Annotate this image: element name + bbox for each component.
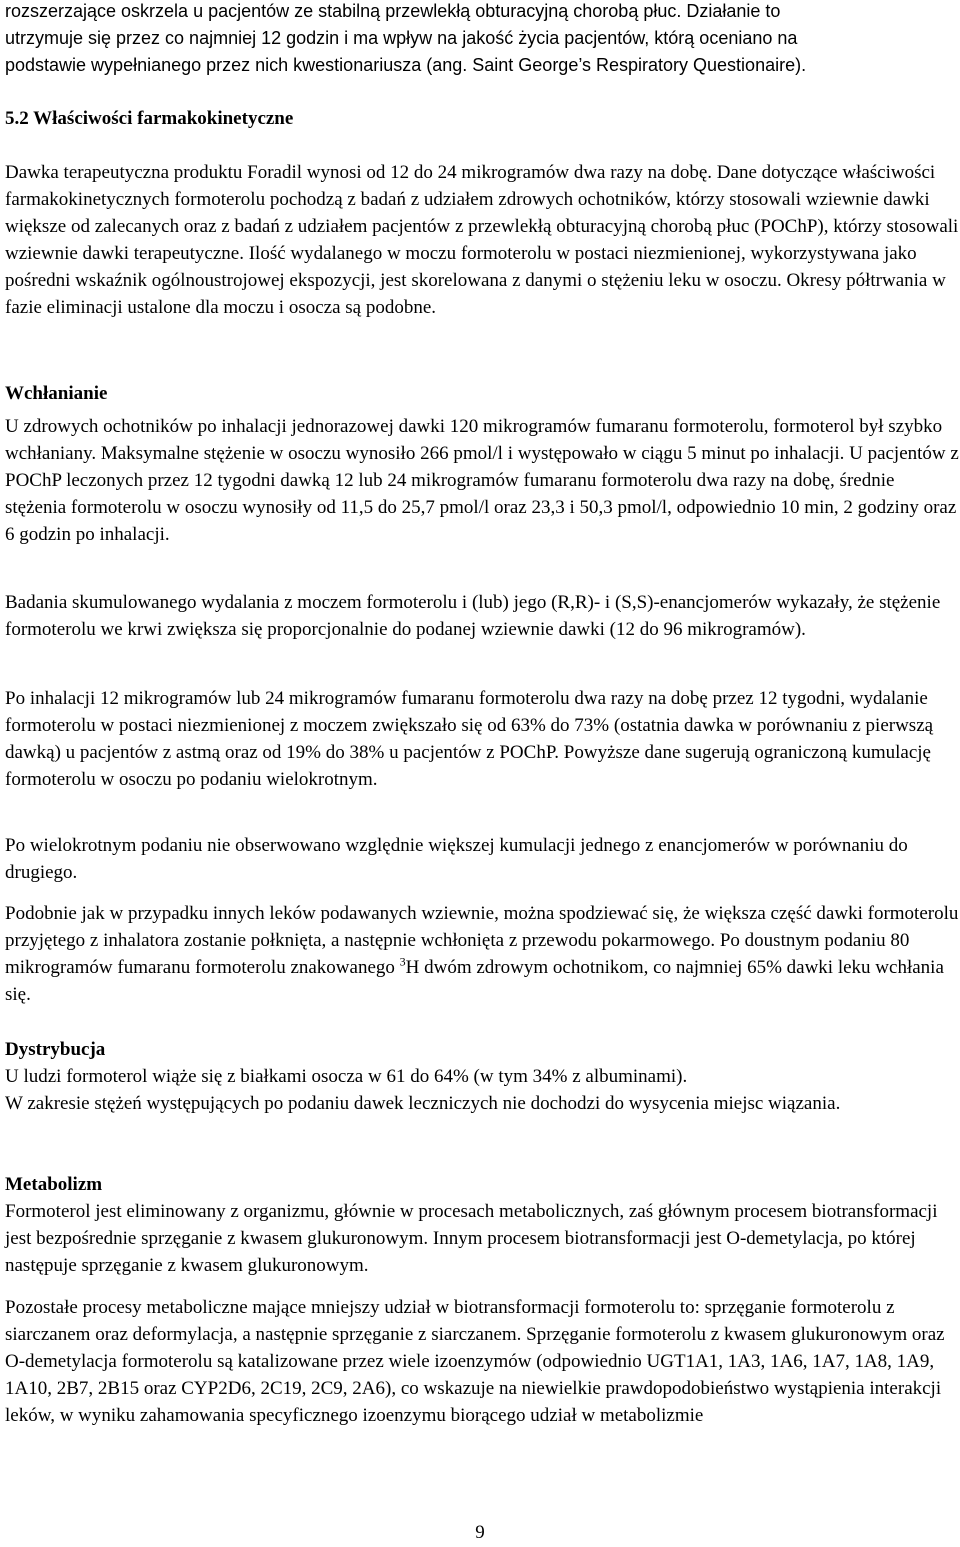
pharmacokinetics-paragraph: Dawka terapeutyczna produktu Foradil wynosi od 12 do 24 mikrogramów dwa razy na dobę. Dane dotyczące właściwości farmakokinetycznych formoterolu pochodzą z badań z udziałem zdrowych ochotników, którzy stosowali wziewnie dawki większe od zalecanych oraz z badań z udziałem pacjentów z przewlekłą obturacyjną chorobą płuc (POChP), którzy stosowali wziewnie dawki terapeutyczne. Ilość wydalanego w moczu formoterolu w postaci niezmienionej, wykorzystywana jako pośredni wskaźnik ogólnoustrojowej ekspozycji, jest skorelowana z danymi o stężeniu leku w osoczu. Okresy półtrwania w fazie eliminacji ustalone dla moczu i osocza są podobne. [5, 162, 959, 318]
metabolism-paragraph-1: Formoterol jest eliminowany z organizmu, głównie w procesach metabolicznych, zaś głównym procesem biotransformacji jest bezpośrednie sprzęganie z kwasem glukuronowym. Innym procesem biotransformacji jest O-demetylacja, po której następuje sprzęganie z kwasem glukuronowym. [5, 1201, 938, 1276]
intro-line-2: utrzymuje się przez co najmniej 12 godzin i ma wpływ na jakość życia pacjentów, którą oceniano na [5, 28, 798, 48]
distribution-line-1: U ludzi formoterol wiąże się z białkami osocza w 61 do 64% (w tym 34% z albuminami). [5, 1066, 688, 1087]
page-number: 9 [475, 1522, 485, 1543]
intro-line-1: rozszerzające oskrzela u pacjentów ze stabilną przewlekłą obturacyjną chorobą płuc. Działanie to [5, 1, 781, 21]
absorption-paragraph-5-tail: H dwóm zdrowym ochotnikom, co najmniej 65% dawki leku wchłania się. [5, 957, 944, 1005]
absorption-paragraph-1: U zdrowych ochotników po inhalacji jednorazowej dawki 120 mikrogramów fumaranu formoterolu, formoterol był szybko wchłaniany. Maksymalne stężenie w osoczu wynosiło 266 pmol/l i występowało w ciągu 5 minut po inhalacji. U pacjentów z POChP leczonych przez 12 tygodni dawką 12 lub 24 mikrogramów fumaranu formoterolu dwa razy na dobę, średnie stężenia formoterolu w osoczu wynosiły od 11,5 do 25,7 pmol/l oraz 23,3 i 50,3 pmol/l, odpowiednio 10 min, 2 godziny oraz 6 godzin po inhalacji. [5, 416, 959, 545]
distribution-paragraph [5, 1063, 960, 1117]
intro-line-3: podstawie wypełnianego przez nich kwestionariusza (ang. Saint George’s Respiratory Questionaire). [5, 55, 807, 75]
metabolism-paragraph-2: Pozostałe procesy metaboliczne mające mniejszy udział w biotransformacji formoterolu to: sprzęganie formoterolu z siarczanem oraz deformylacja, a następnie sprzęganie z siarczanem. Sprzęganie formoterolu z kwasem glukuronowym oraz O-demetylacja formoterolu są katalizowane przez wiele izoenzymów (odpowiednio UGT1A1, 1A3, 1A6, 1A7, 1A8, 1A9, 1A10, 2B7, 2B15 oraz CYP2D6, 2C19, 2C9, 2A6), co wskazuje na niewielkie prawdopodobieństwo wystąpienia interakcji leków, w wyniku zahamowania specyficznego izoenzymu biorącego udział w metabolizmie [5, 1297, 945, 1426]
metabolism-heading: Metabolizm [5, 1174, 103, 1195]
absorption-paragraph-4: Po wielokrotnym podaniu nie obserwowano względnie większej kumulacji jednego z enancjomerów w porównaniu do drugiego. [5, 835, 908, 883]
absorption-paragraph-2: Badania skumulowanego wydalania z moczem formoterolu i (lub) jego (R,R)- i (S,S)-enancjomerów wykazały, że stężenie formoterolu we krwi zwiększa się proporcjonalnie do podanej wziewnie dawki (12 do 96 mikrogramów). [5, 592, 941, 640]
distribution-heading: Dystrybucja [5, 1039, 106, 1060]
section-heading-pharmacokinetics: 5.2 Właściwości farmakokinetyczne [5, 108, 294, 129]
distribution-line-2: W zakresie stężeń występujących po podaniu dawek leczniczych nie dochodzi do wysycenia miejsc wiązania. [5, 1093, 841, 1114]
isotope-superscript: 3 [399, 954, 406, 969]
absorption-paragraph-3: Po inhalacji 12 mikrogramów lub 24 mikrogramów fumaranu formoterolu dwa razy na dobę przez 12 tygodni, wydalanie formoterolu w postaci niezmienionej z moczem zwiększało się od 63% do 73% (ostatnia dawka w porównaniu z pierwszą dawką) u pacjentów z astmą oraz od 19% do 38% u pacjentów z POChP. Powyższe dane sugerują ograniczoną kumulację formoterolu w osoczu po podaniu wielokrotnym. [5, 688, 934, 790]
absorption-heading: Wchłanianie [5, 383, 108, 404]
intro-paragraph [5, 0, 960, 79]
absorption-paragraph-5-text: Podobnie jak w przypadku innych leków podawanych wziewnie, można spodziewać się, że większa część dawki formoterolu przyjętego z inhalatora zostanie połknięta, a następnie wchłonięta z przewodu pokarmowego. Po doustnym podaniu 80 mikrogramów fumaranu formoterolu znakowanego [5, 903, 959, 978]
absorption-paragraph-5 [5, 900, 960, 1008]
